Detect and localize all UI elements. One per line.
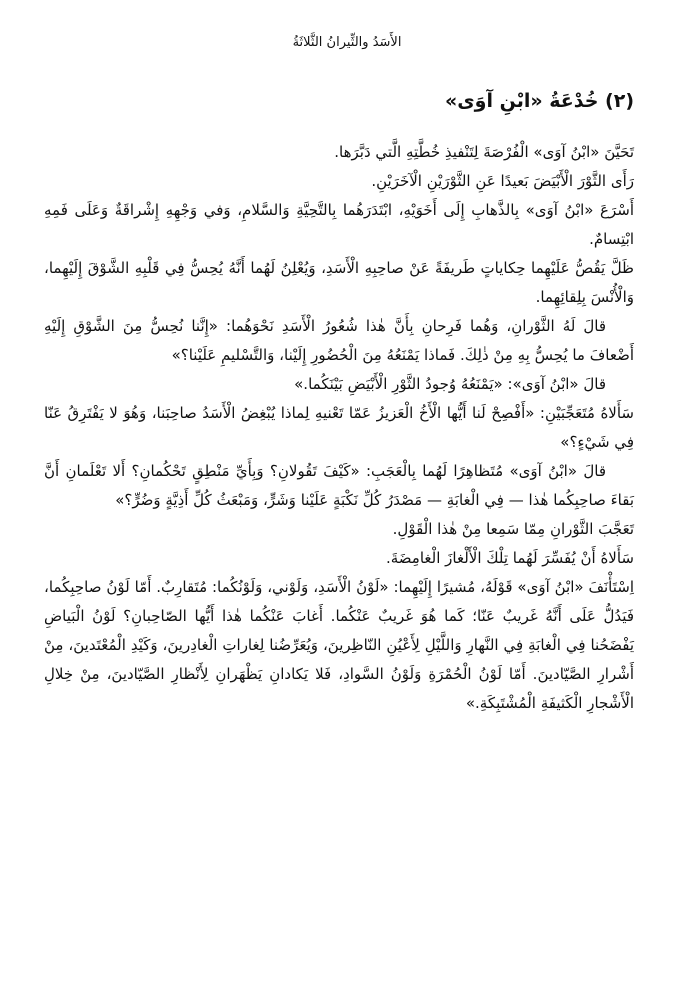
paragraph: أَسْرَعَ «ابْنُ آوَى» بِالذَّهابِ إِلَى أَخَوَيْهِ، ابْتَدَرَهُما بِالتَّحِيَّةِ وَالسَّلامِ، وَفي وَجْهِهِ إِشْراقَةٌ وَعَلَى فَمِهِ ابْتِسامٌ. bbox=[44, 201, 634, 248]
paragraph: قالَ «ابْنُ آوَى» مُتَظاهِرًا لَهُما بِالْعَجَبِ: «كَيْفَ تَقُولانِ؟ وَبِأَيِّ مَنْطِقٍ تَحْكُمانِ؟ أَلا تَعْلَمانِ أَنَّ بَقاءَ صاحِبِكُما هٰذا — فِي الْغابَةِ — مَصْدَرُ كُلِّ نَكْبَةٍ عَلَيْنا وَشَرٍّ، وَمَبْعَثُ كُلِّ أَذِيَّةٍ وَضُرٍّ؟» bbox=[44, 462, 634, 509]
paragraph: ظَلَّ يَقُصُّ عَلَيْهِما حِكاياتٍ طَريفَةً عَنْ صاحِبِهِ الْأَسَدِ، وَيُعْلِنُ لَهُما أَنَّهُ يُحِسُّ فِي قَلْبِهِ الشَّوْقَ إِلَيْهِما، وَالْأُنْسَ بِلِقائِهِما. bbox=[44, 259, 634, 306]
chapter-title: (٢) خُدْعَةُ «ابْنِ آوَى» bbox=[444, 90, 634, 112]
paragraph: رَأَى الثَّوْرَ الْأَبْيَضَ بَعيدًا عَنِ الثَّوْرَيْنِ الْآخَرَيْنِ. bbox=[371, 172, 634, 190]
paragraph: تَعَجَّبَ الثَّوْرانِ مِمّا سَمِعا مِنْ هٰذا الْقَوْلِ. bbox=[392, 520, 634, 538]
paragraph: قالَ لَهُ الثَّوْرانِ، وَهُما فَرِحانِ بِأَنَّ هٰذا شُعُورُ الْأَسَدِ نَحْوَهُما: «إِنَّنا نُحِسُّ مِنَ الشَّوْقِ إِلَيْهِ أَضْعافَ ما يُحِسُّ بِهِ مِنْ ذٰلِكَ. فَماذا يَمْنَعُهُ مِنَ الْحُضُورِ إِلَيْنا، وَالتَّسْليمِ عَلَيْنا؟» bbox=[44, 317, 634, 364]
paragraph: سَأَلاهُ مُتَعَجِّبَيْنِ: «أَفْصِحْ لَنا أَيُّها الْأَخُ الْعَزيزُ عَمّا تَعْنيهِ لِماذا يُبْغِضُ الْأَسَدُ صاحِبَنا، وَهُوَ لا يَفْتَرِقُ عَنّا فِي شَيْءٍ؟» bbox=[44, 404, 634, 451]
paragraph: قالَ «ابْنُ آوَى»: «يَمْنَعُهُ وُجودُ الثَّوْرِ الْأَبْيَضِ بَيْنَكُما.» bbox=[294, 375, 606, 393]
running-header: الأَسَدُ والثِّيرانُ الثَّلاثَةُ bbox=[292, 35, 402, 50]
paragraph: سَأَلاهُ أَنْ يُفَسِّرَ لَهُما تِلْكَ الْأَلْغازَ الْغامِضَةَ. bbox=[385, 549, 634, 567]
paragraph: تَحَيَّنَ «ابْنُ آوَى» الْفُرْصَةَ لِتَنْفيذِ خُطَّتِهِ الَّتي دَبَّرَها. bbox=[334, 143, 634, 161]
story-body bbox=[44, 138, 634, 838]
paragraph: اِسْتَأْنَفَ «ابْنُ آوَى» قَوْلَهُ، مُشيرًا إِلَيْهِما: «لَوْنُ الْأَسَدِ، وَلَوْني، وَلَوْنُكُما: مُتَقارِبٌ. أَمّا لَوْنُ صاحِبِكُما، فَيَدُلُّ عَلَى أَنَّهُ غَريبٌ عَنّا؛ كَما هُوَ غَريبٌ عَنْكُما. أَغابَ عَنْكُما هٰذا أَيُّها الصّاحِبانِ؟ لَوْنُ الْبَياضِ يَفْضَحُنا فِي الْغابَةِ فِي النَّهارِ وَاللَّيْلِ لِأَعْيُنِ النّاظِرينَ، وَيُعَرِّضُنا لِغاراتِ الْغادِرينَ، وَكَيْدِ الْمُعْتَدينَ، مِنْ أَشْرارِ الصَّيّادينَ. أَمّا لَوْنُ الْحُمْرَةِ وَلَوْنُ السَّوادِ، فَلا يَكادانِ يَظْهَرانِ لِأَنْظارِ الصَّيّادينَ، مِنْ خِلالِ الْأَشْجارِ الْكَثيفَةِ الْمُشْتَبِكَةِ.» bbox=[44, 578, 634, 712]
